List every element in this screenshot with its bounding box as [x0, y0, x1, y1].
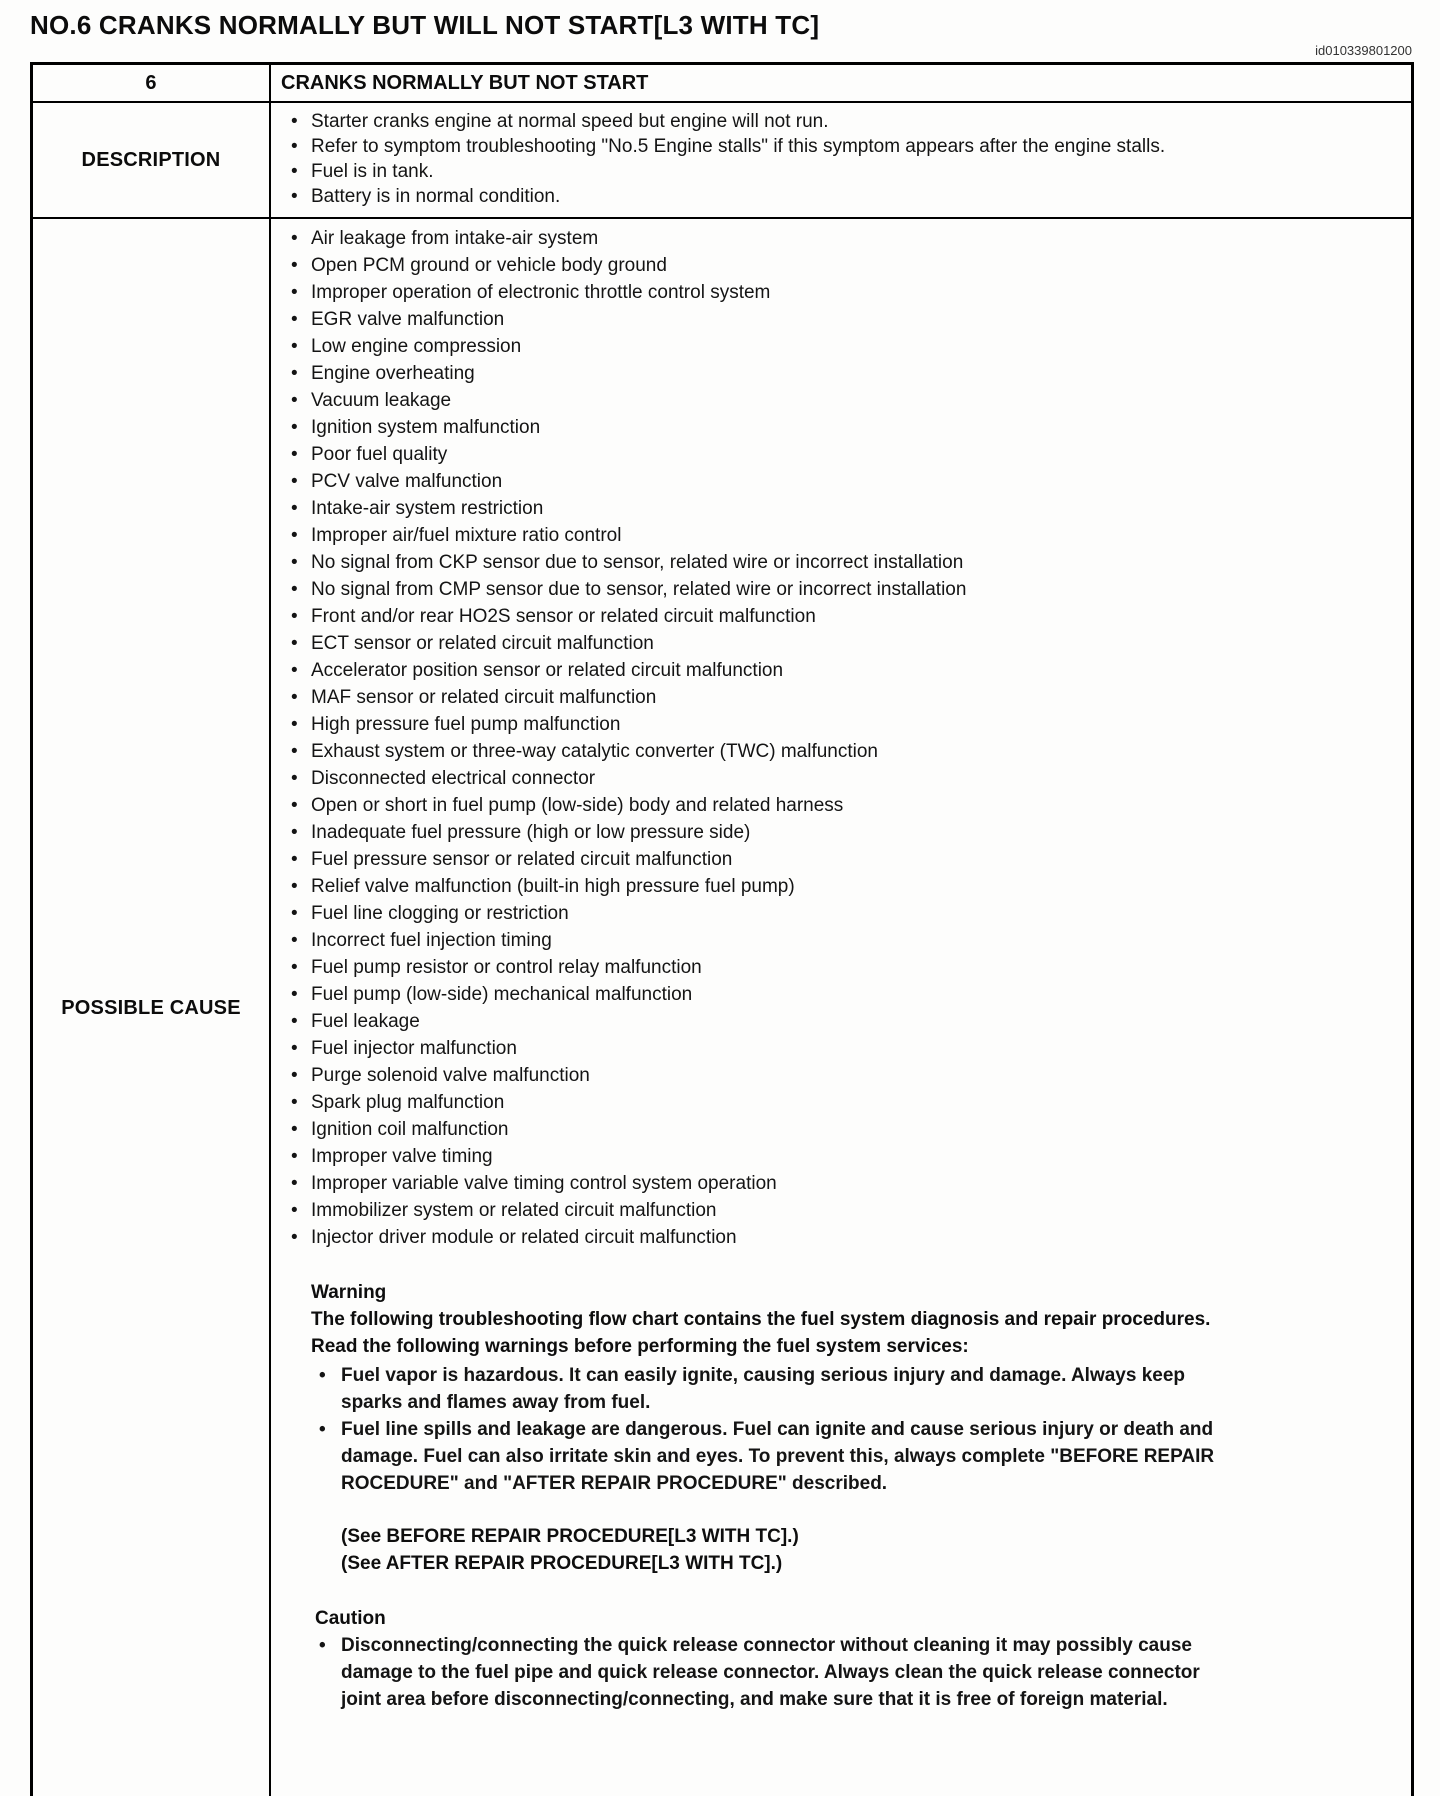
possible-cause-item: • No signal from CMP sensor due to sensor, related wire or incorrect installation — [285, 576, 1397, 603]
possible-cause-item: • No signal from CKP sensor due to sensor, related wire or incorrect installation — [285, 549, 1397, 576]
possible-cause-item: • Engine overheating — [285, 360, 1397, 387]
warning-intro: The following troubleshooting flow chart contains the fuel system diagnosis and repair procedures. Read the following warnings before performing the fuel system services: — [311, 1309, 1211, 1357]
possible-cause-item: • Low engine compression — [285, 333, 1397, 360]
possible-cause-item: • Fuel leakage — [285, 1008, 1397, 1035]
possible-cause-item: • Purge solenoid valve malfunction — [285, 1062, 1397, 1089]
possible-cause-item: • Fuel line clogging or restriction — [285, 900, 1397, 927]
warning-title: Warning — [311, 1282, 387, 1303]
reference-links — [341, 1523, 1231, 1577]
reference-line: (See BEFORE REPAIR PROCEDURE[L3 WITH TC].) — [341, 1526, 799, 1547]
symptom-title: CRANKS NORMALLY BUT NOT START — [281, 71, 649, 94]
table-header-row — [33, 65, 1411, 101]
possible-cause-item: • Poor fuel quality — [285, 441, 1397, 468]
description-item: • Refer to symptom troubleshooting "No.5 Engine stalls" if this symptom appears after the engine stalls. — [285, 134, 1397, 159]
possible-cause-item: • PCV valve malfunction — [285, 468, 1397, 495]
possible-cause-content — [271, 219, 1411, 1796]
description-item: • Starter cranks engine at normal speed but engine will not run. — [285, 109, 1397, 134]
possible-cause-item: • MAF sensor or related circuit malfunction — [285, 684, 1397, 711]
doc-id: id010339801200 — [1315, 43, 1412, 58]
possible-cause-item: • Fuel pump resistor or control relay malfunction — [285, 954, 1397, 981]
possible-cause-item: • Improper valve timing — [285, 1143, 1397, 1170]
warning-list — [311, 1362, 1231, 1497]
possible-cause-item: • Disconnected electrical connector — [285, 765, 1397, 792]
possible-cause-item: • Relief valve malfunction (built-in high pressure fuel pump) — [285, 873, 1397, 900]
possible-cause-item: • Open or short in fuel pump (low-side) body and related harness — [285, 792, 1397, 819]
description-row — [33, 101, 1411, 217]
possible-cause-item: • Vacuum leakage — [285, 387, 1397, 414]
possible-cause-item: • Intake-air system restriction — [285, 495, 1397, 522]
possible-cause-item: • Ignition coil malfunction — [285, 1116, 1397, 1143]
possible-cause-row — [33, 217, 1411, 1796]
possible-cause-item: • Injector driver module or related circuit malfunction — [285, 1224, 1397, 1251]
possible-cause-item: • Accelerator position sensor or related circuit malfunction — [285, 657, 1397, 684]
warning-item: • Fuel vapor is hazardous. It can easily ignite, causing serious injury and damage. Always keep sparks and flames away from fuel. — [311, 1362, 1231, 1416]
description-item: • Battery is in normal condition. — [285, 184, 1397, 209]
description-content — [271, 103, 1411, 217]
possible-cause-item: • Improper operation of electronic throttle control system — [285, 279, 1397, 306]
caution-list — [311, 1632, 1231, 1713]
possible-cause-item: • Exhaust system or three-way catalytic converter (TWC) malfunction — [285, 738, 1397, 765]
possible-cause-item: • Fuel injector malfunction — [285, 1035, 1397, 1062]
description-item: • Fuel is in tank. — [285, 159, 1397, 184]
possible-cause-item: • Air leakage from intake-air system — [285, 225, 1397, 252]
possible-cause-item: • Open PCM ground or vehicle body ground — [285, 252, 1397, 279]
symptom-number: 6 — [33, 65, 271, 101]
warning-item: • Fuel line spills and leakage are dangerous. Fuel can ignite and cause serious injury or death and damage. Fuel can also irritate skin and eyes. To prevent this, always complete "BEFORE REPAIR ROCEDURE" and "AFTER REPAIR PROCEDURE" described. — [311, 1416, 1231, 1497]
page-title: NO.6 CRANKS NORMALLY BUT WILL NOT START[L3 WITH TC] — [30, 10, 820, 40]
possible-cause-item: • Front and/or rear HO2S sensor or related circuit malfunction — [285, 603, 1397, 630]
possible-cause-item: • Ignition system malfunction — [285, 414, 1397, 441]
warning-block — [311, 1279, 1231, 1713]
possible-cause-item: • Immobilizer system or related circuit malfunction — [285, 1197, 1397, 1224]
possible-cause-item: • Inadequate fuel pressure (high or low pressure side) — [285, 819, 1397, 846]
possible-cause-item: • EGR valve malfunction — [285, 306, 1397, 333]
possible-cause-list — [285, 225, 1397, 1251]
possible-cause-item: • Fuel pump (low-side) mechanical malfunction — [285, 981, 1397, 1008]
possible-cause-item: • Improper variable valve timing control system operation — [285, 1170, 1397, 1197]
description-label: DESCRIPTION — [33, 103, 271, 217]
caution-item: • Disconnecting/connecting the quick release connector without cleaning it may possibly cause damage to the fuel pipe and quick release connector. Always clean the quick release connector joint area before disconnecting/connecting, and make sure that it is free of foreign material. — [311, 1632, 1231, 1713]
possible-cause-item: • Fuel pressure sensor or related circuit malfunction — [285, 846, 1397, 873]
troubleshooting-table — [30, 62, 1414, 1796]
possible-cause-item: • Spark plug malfunction — [285, 1089, 1397, 1116]
possible-cause-item: • Incorrect fuel injection timing — [285, 927, 1397, 954]
caution-title: Caution — [315, 1608, 386, 1629]
possible-cause-item: • High pressure fuel pump malfunction — [285, 711, 1397, 738]
possible-cause-item: • Improper air/fuel mixture ratio control — [285, 522, 1397, 549]
description-list — [285, 109, 1397, 209]
possible-cause-label: POSSIBLE CAUSE — [33, 219, 271, 1796]
reference-line: (See AFTER REPAIR PROCEDURE[L3 WITH TC].) — [341, 1553, 783, 1574]
possible-cause-item: • ECT sensor or related circuit malfunction — [285, 630, 1397, 657]
